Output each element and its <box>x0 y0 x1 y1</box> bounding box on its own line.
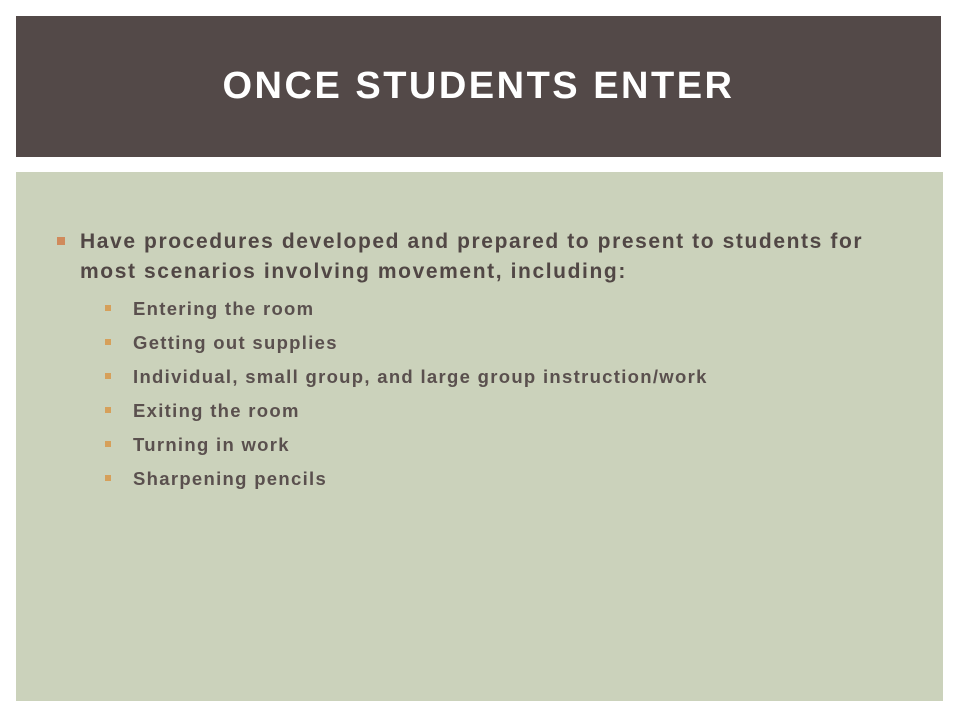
square-bullet-icon <box>105 441 111 447</box>
square-bullet-icon <box>57 237 65 245</box>
sub-bullet-item <box>105 292 896 326</box>
square-bullet-icon <box>105 305 111 311</box>
main-bullet-item <box>56 227 896 496</box>
sub-bullet-item <box>105 326 896 360</box>
sub-bullet-text: Sharpening pencils <box>133 468 328 489</box>
main-bullet-text: Have procedures developed and prepared to present to students for most scenarios involving movement, including: <box>80 230 864 283</box>
sub-bullet-text: Individual, small group, and large group instruction/work <box>133 366 708 387</box>
sub-bullet-item <box>105 360 896 394</box>
square-bullet-icon <box>105 407 111 413</box>
sub-bullet-text: Turning in work <box>133 434 290 455</box>
sub-bullet-text: Entering the room <box>133 298 315 319</box>
square-bullet-icon <box>105 339 111 345</box>
content-box <box>16 172 943 701</box>
sub-bullet-text: Getting out supplies <box>133 332 338 353</box>
square-bullet-icon <box>105 373 111 379</box>
bullet-list <box>56 227 896 496</box>
slide-title: ONCE STUDENTS ENTER <box>222 65 735 107</box>
sub-bullet-list <box>80 292 896 496</box>
sub-bullet-item <box>105 428 896 462</box>
sub-bullet-text: Exiting the room <box>133 400 300 421</box>
title-bar <box>16 16 941 157</box>
sub-bullet-item <box>105 394 896 428</box>
sub-bullet-item <box>105 462 896 496</box>
square-bullet-icon <box>105 475 111 481</box>
